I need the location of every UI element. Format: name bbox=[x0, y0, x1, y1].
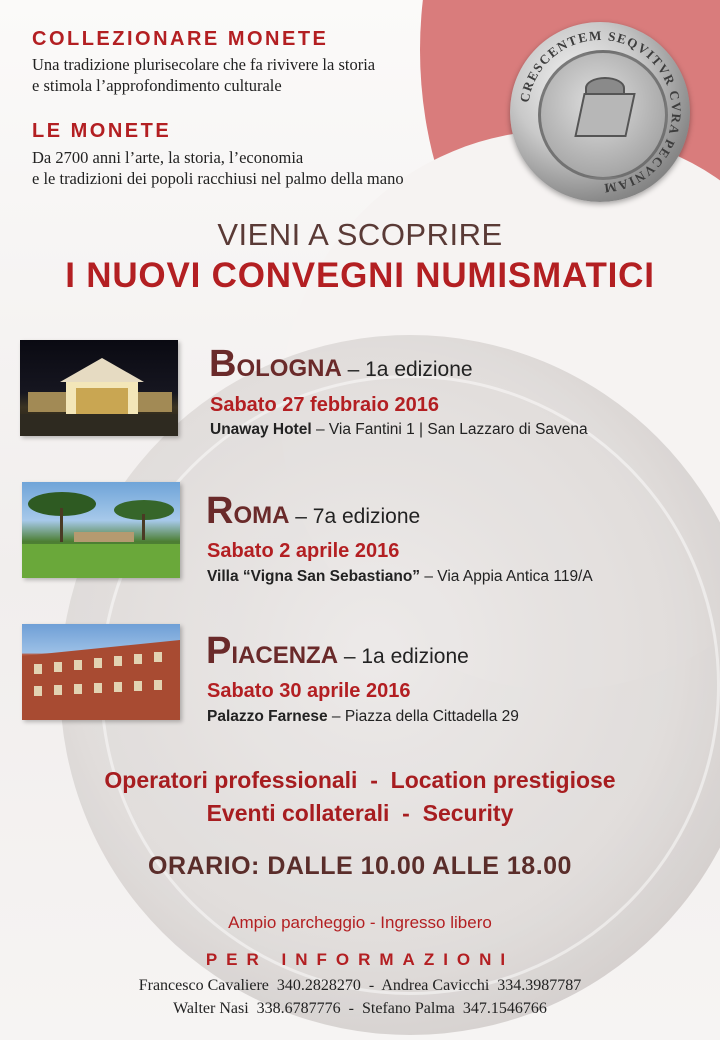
city-roma bbox=[206, 490, 420, 533]
hotel-night-illustration bbox=[20, 340, 178, 436]
city-rest: OLOGNA bbox=[236, 355, 342, 382]
text-monete-1: Da 2700 anni l’arte, la storia, l’economia bbox=[32, 148, 304, 167]
city-initial: B bbox=[209, 343, 237, 385]
contacts-line-1: Francesco Cavaliere 340.2828270 - Andrea Cavicchi 334.3987787 bbox=[138, 977, 582, 994]
city-rest: IACENZA bbox=[231, 642, 339, 669]
city-initial: P bbox=[206, 630, 232, 672]
city-bologna bbox=[209, 343, 473, 386]
text-collezionare-1: Una tradizione plurisecolare che fa rivivere la storia bbox=[32, 55, 376, 74]
city-piacenza bbox=[206, 630, 469, 673]
edition-label: – 7a edizione bbox=[289, 505, 421, 528]
venue-name: Palazzo Farnese bbox=[207, 708, 328, 725]
features-line-2: Eventi collaterali - Security bbox=[206, 800, 514, 826]
venue-address: – Via Fantini 1 | San Lazzaro di Savena bbox=[311, 421, 588, 438]
venue-bologna bbox=[210, 421, 588, 439]
headline-vieni: VIENI A SCOPRIRE bbox=[217, 217, 503, 252]
date-bologna: Sabato 27 febbraio 2016 bbox=[210, 394, 439, 416]
title-collezionare: COLLEZIONARE MONETE bbox=[32, 28, 329, 50]
features-line-1: Operatori professionali - Location prestigiose bbox=[104, 767, 616, 793]
text-monete-2: e le tradizioni dei popoli racchiusi nel palmo della mano bbox=[32, 169, 404, 188]
edition-label: – 1a edizione bbox=[341, 358, 473, 381]
text-collezionare-2: e stimola l’approfondimento culturale bbox=[32, 76, 282, 95]
photo-roma-villa bbox=[22, 482, 180, 578]
ampio-parcheggio-text: Ampio parcheggio - Ingresso libero bbox=[228, 913, 492, 932]
city-initial: R bbox=[206, 490, 234, 532]
venue-address: – Via Appia Antica 119/A bbox=[420, 568, 593, 585]
venue-name: Unaway Hotel bbox=[210, 421, 312, 438]
coin-chest-icon bbox=[574, 93, 635, 137]
venue-roma bbox=[207, 568, 593, 586]
title-le-monete: LE MONETE bbox=[32, 120, 172, 142]
per-informazioni-title: PER INFORMAZIONI bbox=[205, 950, 515, 969]
photo-bologna-hotel bbox=[20, 340, 178, 436]
venue-name: Villa “Vigna San Sebastiano” bbox=[207, 568, 421, 585]
villa-garden-illustration bbox=[22, 482, 180, 578]
venue-piacenza bbox=[207, 708, 519, 726]
palazzo-illustration bbox=[22, 624, 180, 720]
headline-convegni: I NUOVI CONVEGNI NUMISMATICI bbox=[65, 256, 655, 295]
orario-text: ORARIO: DALLE 10.00 ALLE 18.00 bbox=[148, 852, 572, 880]
venue-address: – Piazza della Cittadella 29 bbox=[327, 708, 519, 725]
photo-piacenza-palazzo bbox=[22, 624, 180, 720]
date-roma: Sabato 2 aprile 2016 bbox=[207, 540, 400, 562]
coin-legend-text: CRESCENTEM SEQVITVR CVRA PECVNIAM bbox=[516, 27, 685, 197]
coin-center bbox=[538, 50, 668, 180]
edition-label: – 1a edizione bbox=[338, 645, 469, 668]
contacts-line-2: Walter Nasi 338.6787776 - Stefano Palma 347.1546766 bbox=[173, 1000, 547, 1017]
silver-coin-image bbox=[510, 22, 690, 202]
date-piacenza: Sabato 30 aprile 2016 bbox=[207, 680, 411, 702]
city-rest: OMA bbox=[233, 502, 290, 529]
